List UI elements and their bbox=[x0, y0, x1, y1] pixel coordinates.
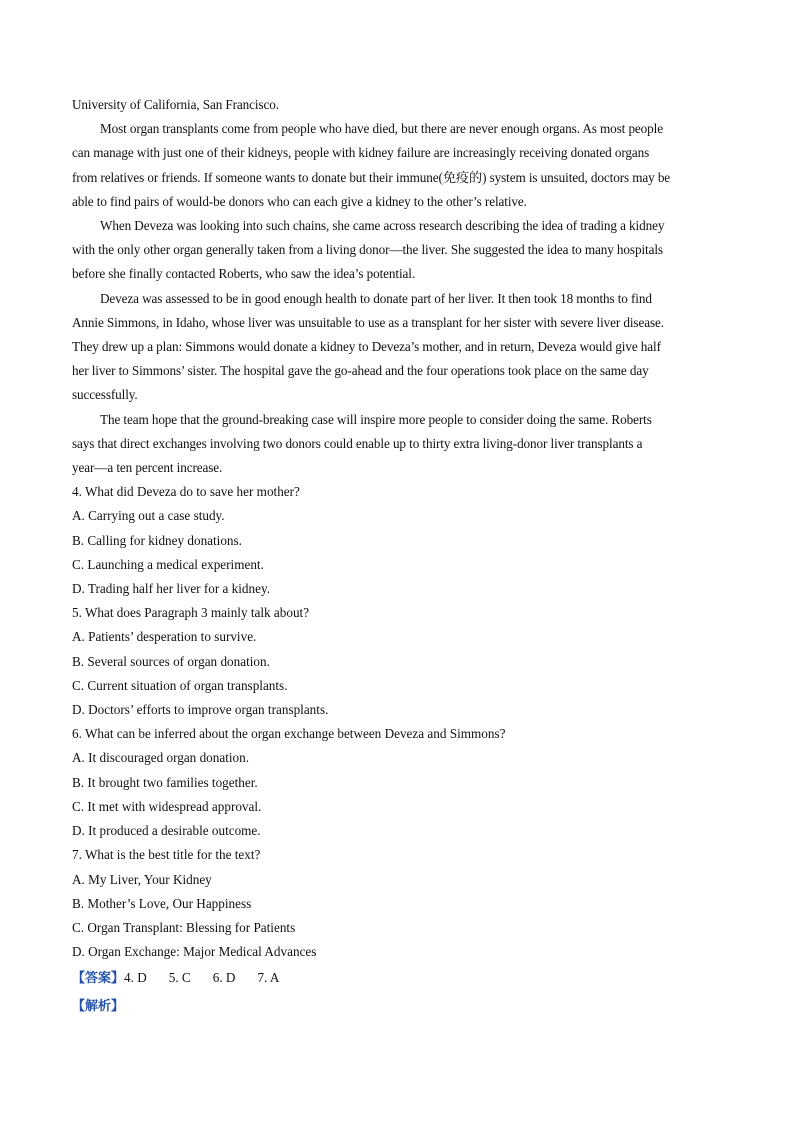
question-stem: 5. What does Paragraph 3 mainly talk about? bbox=[72, 605, 310, 621]
analysis-row bbox=[72, 992, 722, 1020]
text-line: year—a ten percent increase. bbox=[72, 460, 223, 476]
text-line: successfully. bbox=[72, 387, 138, 403]
paragraph-2 bbox=[72, 214, 722, 287]
answer-label: 【答案】 bbox=[72, 971, 125, 987]
option-a: A. Patients’ desperation to survive. bbox=[72, 629, 257, 645]
text-line: with the only other organ generally taken from a living donor—the liver. She suggested the idea to many hospitals bbox=[72, 242, 663, 258]
question-7 bbox=[72, 843, 722, 964]
text-line: says that direct exchanges involving two donors could enable up to thirty extra living-donor liver transplants a bbox=[72, 435, 643, 451]
option-c: C. Organ Transplant: Blessing for Patients bbox=[72, 919, 296, 935]
option-d: D. It produced a desirable outcome. bbox=[72, 823, 261, 839]
option-b: B. Mother’s Love, Our Happiness bbox=[72, 895, 252, 911]
text-line: When Deveza was looking into such chains, she came across research describing the idea of trading a kidney bbox=[100, 218, 665, 234]
text-line: before she finally contacted Roberts, who saw the idea’s potential. bbox=[72, 266, 416, 282]
question-stem: 4. What did Deveza do to save her mother? bbox=[72, 484, 300, 500]
option-b: B. It brought two families together. bbox=[72, 774, 258, 790]
paragraph-4 bbox=[72, 408, 722, 481]
question-stem: 7. What is the best title for the text? bbox=[72, 847, 261, 863]
text-line: The team hope that the ground-breaking case will inspire more people to consider doing the same. Roberts bbox=[100, 411, 652, 427]
option-d: D. Doctors’ efforts to improve organ transplants. bbox=[72, 702, 329, 718]
option-a: A. Carrying out a case study. bbox=[72, 508, 225, 524]
text-line: They drew up a plan: Simmons would donate a kidney to Deveza’s mother, and in return, Deveza would give half bbox=[72, 339, 661, 355]
option-c: C. Launching a medical experiment. bbox=[72, 556, 264, 572]
option-a: A. It discouraged organ donation. bbox=[72, 750, 250, 766]
option-c: C. It met with widespread approval. bbox=[72, 798, 262, 814]
paragraph-1 bbox=[72, 117, 722, 214]
answer-7: 7. A bbox=[257, 970, 280, 986]
text-line: her liver to Simmons’ sister. The hospital gave the go-ahead and the four operations took place on the same day bbox=[72, 363, 649, 379]
option-d: D. Organ Exchange: Major Medical Advances bbox=[72, 944, 317, 960]
answer-5: 5. C bbox=[168, 970, 191, 986]
paragraph-3 bbox=[72, 287, 722, 408]
option-d: D. Trading half her liver for a kidney. bbox=[72, 581, 271, 597]
text-line: able to find pairs of would-be donors who can each give a kidney to the other’s relative. bbox=[72, 193, 527, 209]
text-line: can manage with just one of their kidneys, people with kidney failure are increasingly receiving donated organs bbox=[72, 145, 650, 161]
option-b: B. Calling for kidney donations. bbox=[72, 532, 242, 548]
question-stem: 6. What can be inferred about the organ exchange between Deveza and Simmons? bbox=[72, 726, 506, 742]
question-6 bbox=[72, 722, 722, 843]
option-a: A. My Liver, Your Kidney bbox=[72, 871, 212, 887]
answer-6: 6. D bbox=[212, 970, 236, 986]
question-5 bbox=[72, 601, 722, 722]
text-line: from relatives or friends. If someone wants to donate but their immune(免疫的) system is unsuited, doctors may be bbox=[72, 169, 671, 185]
document-page bbox=[72, 93, 722, 1020]
option-c: C. Current situation of organ transplants. bbox=[72, 677, 288, 693]
intro-line: University of California, San Francisco. bbox=[72, 97, 279, 112]
question-4 bbox=[72, 480, 722, 601]
analysis-label: 【解析】 bbox=[72, 999, 125, 1015]
option-b: B. Several sources of organ donation. bbox=[72, 653, 270, 669]
text-line: Most organ transplants come from people who have died, but there are never enough organs. As most people bbox=[100, 121, 663, 137]
text-line: Deveza was assessed to be in good enough health to donate part of her liver. It then took 18 months to find bbox=[100, 290, 652, 306]
text-line: Annie Simmons, in Idaho, whose liver was unsuitable to use as a transplant for her sister with severe liver disease. bbox=[72, 314, 664, 330]
answer-4: 4. D bbox=[124, 970, 147, 986]
answer-row bbox=[72, 964, 722, 992]
